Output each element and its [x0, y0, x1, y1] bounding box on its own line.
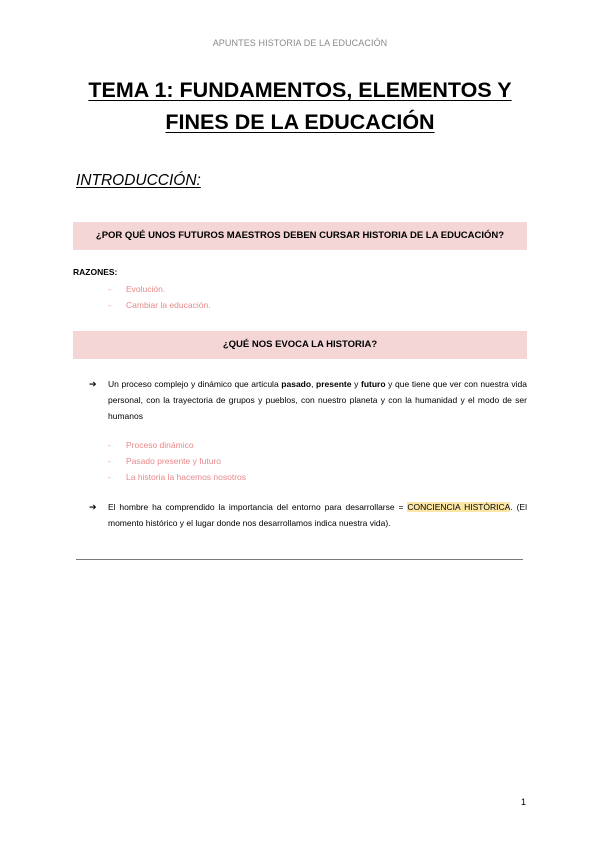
arrow-bullet-icon: ➔	[89, 502, 97, 512]
razon-text: Evolución.	[126, 284, 166, 294]
paragraph-text: El hombre ha comprendido la importancia del entorno para desarrollarse =	[108, 502, 408, 512]
page-title	[60, 74, 540, 138]
paragraph-text: y	[351, 379, 361, 389]
keyword-text: Pasado presente y futuro	[126, 456, 221, 466]
list-item	[108, 281, 211, 297]
arrow-bullet-icon: ➔	[89, 379, 97, 389]
title-line-1: TEMA 1: FUNDAMENTOS, ELEMENTOS Y	[88, 78, 512, 102]
bold-pasado: pasado	[281, 379, 312, 389]
keyword-text: La historia la hacemos nosotros	[126, 472, 247, 482]
bold-presente: presente	[316, 379, 352, 389]
list-item	[108, 453, 246, 469]
running-header: APUNTES HISTORIA DE LA EDUCACIÓN	[212, 38, 388, 48]
keyword-text: Proceso dinámico	[126, 440, 194, 450]
section-heading-introduccion: INTRODUCCIÓN:	[76, 172, 201, 189]
highlight-conciencia-historica: CONCIENCIA HISTÓRICA	[407, 502, 511, 512]
dash-bullet: -	[108, 456, 111, 466]
title-line-2: FINES DE LA EDUCACIÓN	[165, 110, 435, 134]
paragraph-text: ,	[311, 379, 317, 389]
razon-text: Cambiar la educación.	[126, 300, 211, 310]
list-item	[108, 297, 211, 313]
razones-label: RAZONES:	[73, 267, 118, 277]
razones-list	[108, 281, 211, 313]
paragraph-text: . (El momento histórico y el lugar donde nos desarrollamos indica nuestra vida).	[108, 502, 527, 528]
bold-futuro: futuro	[360, 379, 386, 389]
horizontal-divider	[76, 559, 523, 560]
dash-bullet: -	[108, 300, 111, 310]
page-number: 1	[521, 797, 527, 807]
dash-bullet: -	[108, 284, 111, 294]
paragraph-text: y que tiene que ver con nuestra vida personal, con la trayectoria de grupos y pueblos, con nuestro planeta y con la humanidad y el modo de ser humanos	[108, 379, 527, 421]
question-band-2: ¿QUÉ NOS EVOCA LA HISTORIA?	[73, 331, 527, 359]
dash-bullet: -	[108, 440, 111, 450]
list-item	[108, 469, 246, 485]
question-band-1: ¿POR QUÉ UNOS FUTUROS MAESTROS DEBEN CURSAR HISTORIA DE LA EDUCACIÓN?	[73, 222, 527, 250]
dash-bullet: -	[108, 472, 111, 482]
paragraph-historia	[89, 376, 527, 424]
keywords-list	[108, 437, 246, 485]
paragraph-text: Un proceso complejo y dinámico que articula	[108, 379, 282, 389]
paragraph-conciencia	[89, 499, 527, 531]
list-item	[108, 437, 246, 453]
